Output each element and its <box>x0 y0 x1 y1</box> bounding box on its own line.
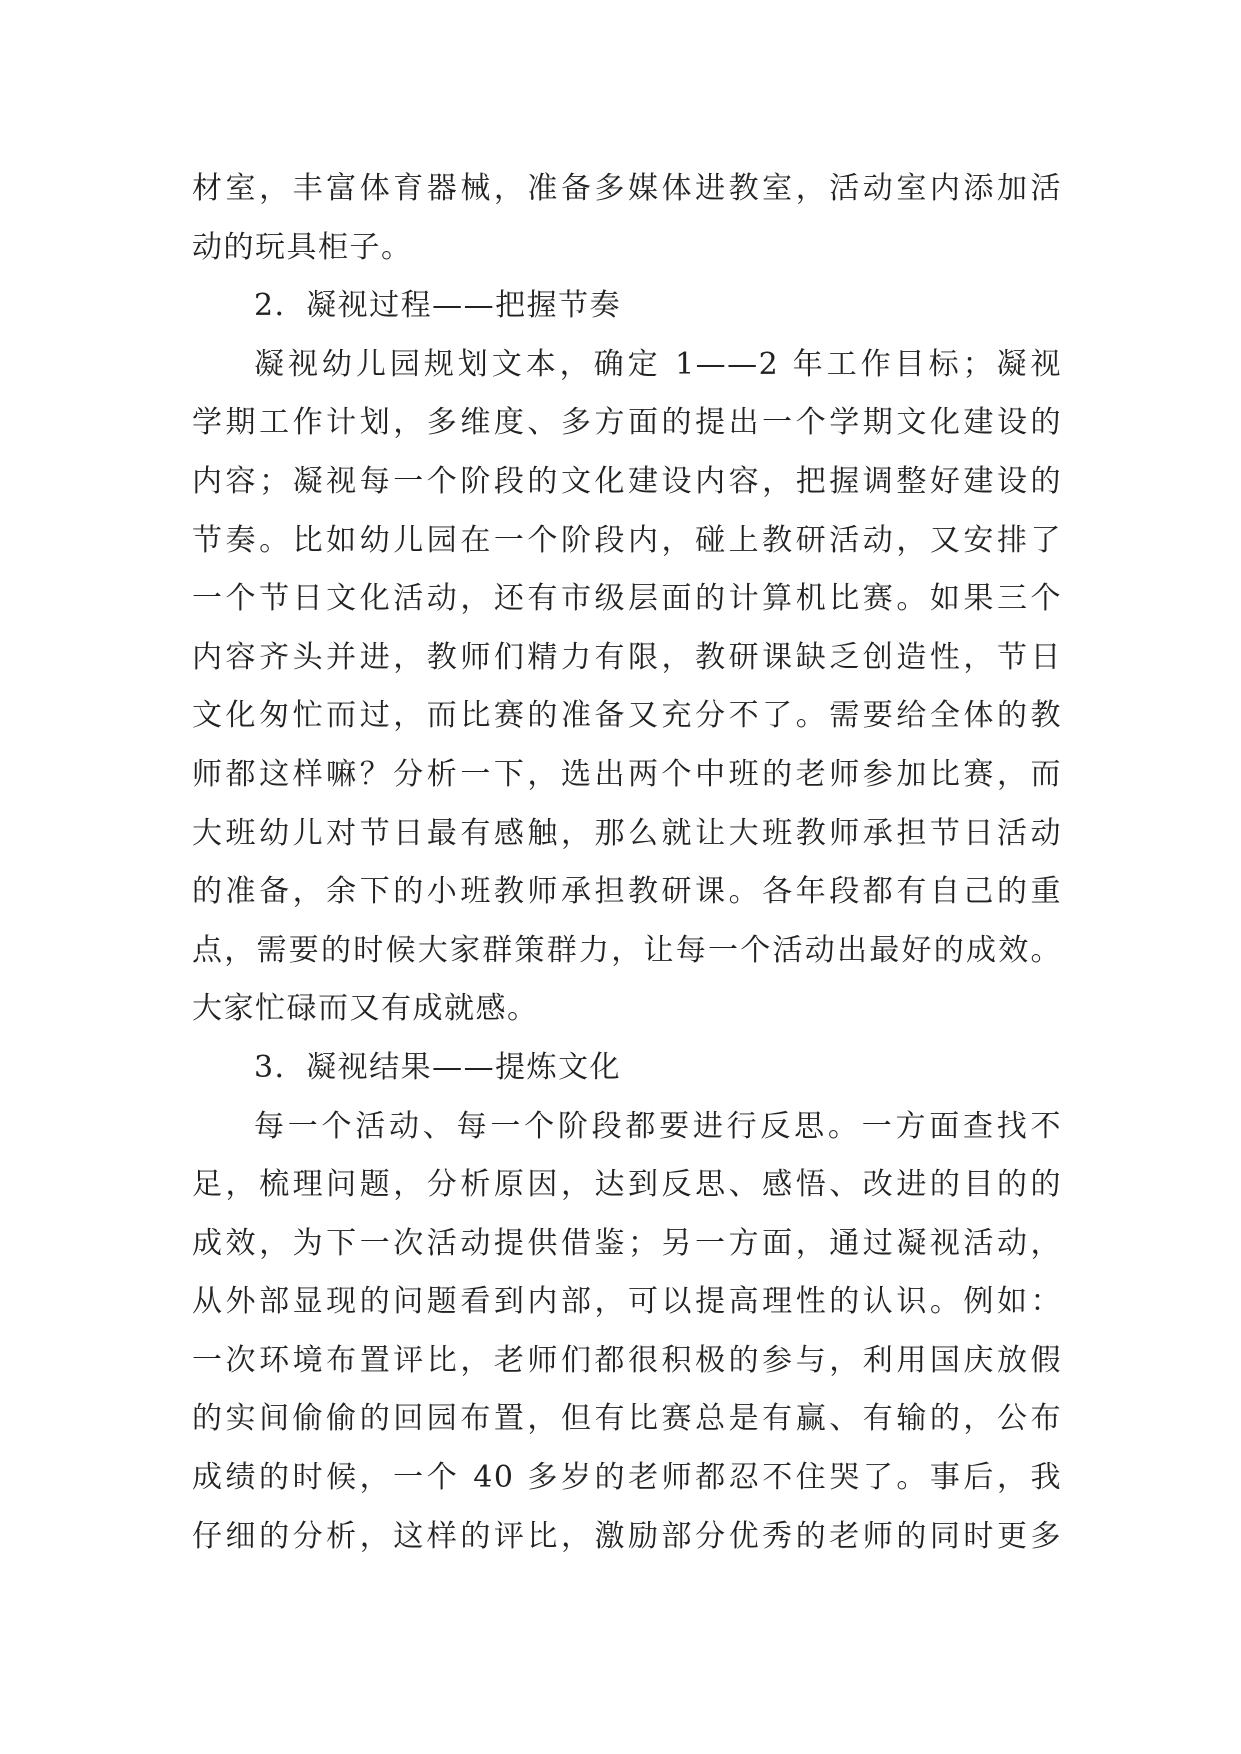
text-line: 的准备，余下的小班教师承担教研课。各年段都有自己的重 <box>192 874 1062 910</box>
text-line: 仔细的分析，这样的评比，激励部分优秀的老师的同时更多 <box>192 1518 1062 1554</box>
section-heading: 3．凝视结果——提炼文化 <box>254 1049 622 1085</box>
text-line: 内容齐头并进，教师们精力有限，教研课缺乏创造性，节日 <box>192 639 1062 675</box>
text-line: 内容；凝视每一个阶段的文化建设内容，把握调整好建设的 <box>192 463 1062 499</box>
text-line: 的实间偷偷的回园布置，但有比赛总是有赢、有输的，公布 <box>192 1401 1062 1437</box>
text-line: 从外部显现的问题看到内部，可以提高理性的认识。例如： <box>192 1284 1062 1320</box>
text-line: 材室，丰富体育器械，准备多媒体进教室，活动室内添加活 <box>192 171 1062 206</box>
text-line: 大班幼儿对节日最有感触，那么就让大班教师承担节日活动 <box>192 815 1062 851</box>
text-line: 师都这样嘛？分析一下，选出两个中班的老师参加比赛，而 <box>192 756 1062 792</box>
text-line: 学期工作计划，多维度、多方面的提出一个学期文化建设的 <box>192 405 1062 441</box>
text-line: 一个节日文化活动，还有市级层面的计算机比赛。如果三个 <box>192 581 1062 617</box>
paragraph-first-line: 凝视幼儿园规划文本，确定 1——2 年工作目标；凝视 <box>254 346 1062 382</box>
paragraph-first-line: 每一个活动、每一个阶段都要进行反思。一方面查找不 <box>254 1108 1062 1144</box>
text-line: 大家忙碌而又有成就感。 <box>192 991 539 1027</box>
text-line: 点，需要的时候大家群策群力，让每一个活动出最好的成效。 <box>192 932 1062 968</box>
text-line: 成绩的时候，一个 40 多岁的老师都忍不住哭了。事后，我 <box>192 1460 1062 1496</box>
text-line: 动的玩具柜子。 <box>192 229 413 265</box>
text-line: 足，梳理问题，分析原因，达到反思、感悟、改进的目的的 <box>192 1167 1062 1203</box>
text-line: 文化匆忙而过，而比赛的准备又充分不了。需要给全体的教 <box>192 698 1062 734</box>
body-text <box>192 160 1062 1566</box>
text-line: 成效，为下一次活动提供借鉴；另一方面，通过凝视活动， <box>192 1225 1062 1261</box>
section-heading: 2．凝视过程——把握节奏 <box>254 288 622 324</box>
text-line: 节奏。比如幼儿园在一个阶段内，碰上教研活动，又安排了 <box>192 522 1062 558</box>
text-line: 一次环境布置评比，老师们都很积极的参与，利用国庆放假 <box>192 1342 1062 1378</box>
